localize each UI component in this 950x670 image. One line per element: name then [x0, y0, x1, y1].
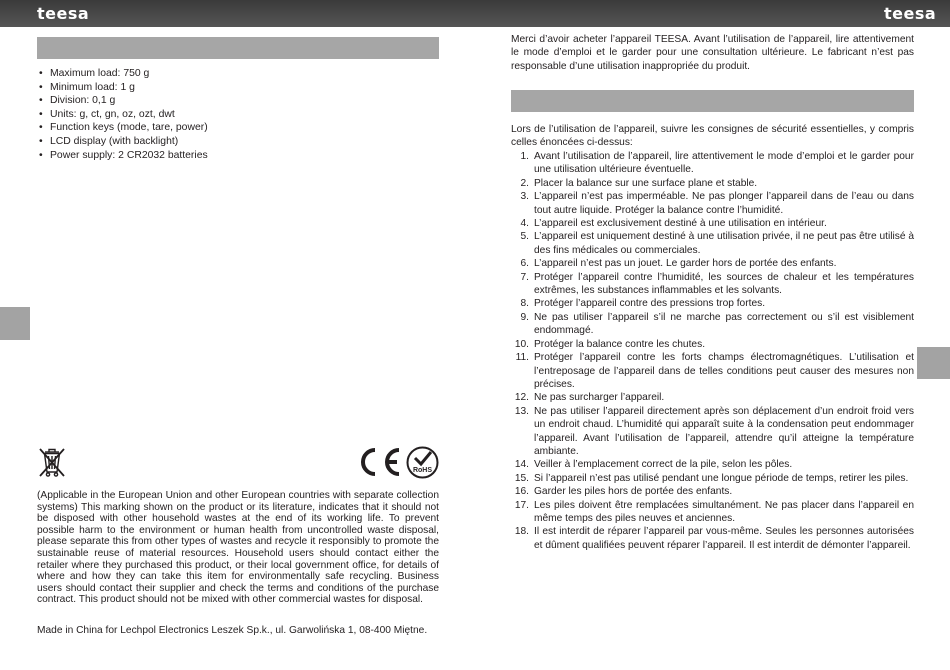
list-item-text: L’appareil n’est pas un jouet. Le garder hors de portée des enfants. — [534, 258, 837, 270]
list-item-text: Protéger la balance contre les chutes. — [534, 338, 706, 350]
list-item-number: 6. — [520, 258, 529, 270]
page-edge-tab-right — [917, 347, 950, 379]
list-item — [511, 271, 914, 298]
list-item-number: 5. — [520, 231, 529, 243]
spec-item: • LCD display (with backlight) — [37, 135, 437, 149]
list-item-text: Protéger l’appareil contre des pressions trop fortes. — [534, 298, 766, 310]
list-item — [511, 257, 914, 270]
spec-item: • Maximum load: 750 g — [37, 67, 437, 81]
list-item — [511, 150, 914, 177]
brand-logo-left: teesa — [37, 4, 90, 23]
list-item-text: Si l’appareil n’est pas utilisé pendant une longue période de temps, retirer les piles. — [534, 472, 909, 484]
list-item-number: 12. — [514, 392, 529, 404]
list-item — [511, 458, 914, 471]
spec-item: • Function keys (mode, tare, power) — [37, 121, 437, 135]
list-item-number: 18. — [514, 526, 529, 538]
list-item-text: Il est interdit de réparer l’appareil par vous-même. Seules les personnes autorisées et dûment qualifiées peuvent réparer l’appareil. Il est interdit de démonter l’appareil. — [534, 526, 914, 551]
list-item-number: 8. — [520, 298, 529, 310]
list-item — [511, 190, 914, 217]
intro-paragraph: Merci d’avoir acheter l’appareil TEESA. Avant l’utilisation de l’appareil, lire attentivement le mode d’emploi et le garder pour une consultation ultérieure. Le fabricant n’est pas responsable d’une utilisation inappropriée du produit. — [511, 34, 914, 72]
section-heading-bar-safety — [511, 90, 914, 112]
list-item-number: 1. — [520, 151, 529, 162]
list-item-text: Protéger l’appareil contre l’humidité, les sources de chaleur et les températures extrêmes, les substances inflammables et les solvants. — [534, 271, 914, 297]
safety-instructions-list — [511, 150, 914, 552]
list-item-text: Les piles doivent être remplacées simultanément. Ne pas placer dans l’appareil en même temps des piles neuves et anciennes. — [534, 499, 914, 524]
spec-item: • Power supply: 2 CR2032 batteries — [37, 149, 437, 163]
list-item — [511, 311, 914, 338]
weee-disposal-text: (Applicable in the European Union and other European countries with separate collection systems) This marking shown on the product or its literature, indicates that it should not be disposed with other household wastes at the end of its working life. To prevent possible harm to the environment or human health from uncontrolled waste disposal, please separate this from other types of wastes and recycle it responsibly to promote the sustainable reuse of material resources. Household users should contact either the retailer where they purchased this product, or their local government office, for details of where and how they can take this item for environmentally safe recycling. Business users should contact their supplier and check the terms and conditions of the purchase contract. This product should not be mixed with other commercial wastes for disposal. — [37, 490, 439, 606]
specifications-list — [37, 67, 437, 162]
list-item-number: 2. — [520, 177, 529, 189]
list-item-text: Avant l’utilisation de l’appareil, lire attentivement le mode d’emploi et le garder pour une utilisation ultérieure éventuelle. — [534, 151, 914, 176]
list-item-text: Placer la balance sur une surface plane et stable. — [534, 177, 758, 189]
list-item — [511, 230, 914, 257]
list-item-text: Ne pas utiliser l’appareil s’il ne marche pas correctement ou s’il est visiblement endommagé. — [534, 311, 914, 337]
list-item — [511, 391, 914, 404]
section-heading-bar-specs — [37, 37, 439, 59]
list-item-number: 9. — [520, 311, 529, 323]
spec-item: • Division: 0,1 g — [37, 94, 437, 108]
weee-bin-icon — [37, 446, 67, 478]
list-item-number: 4. — [520, 218, 529, 230]
brand-logo-right: teesa — [884, 4, 937, 23]
list-item-text: Veiller à l’emplacement correct de la pile, selon les pôles. — [534, 459, 793, 471]
list-item-text: Ne pas utiliser l’appareil directement après son déplacement d’un endroit froid vers un endroit chaud. L’humidité qui apparaît suite à la condensation peut endommager l’appareil. Avant l’utilisation de l’appareil, attendre qu’il atteigne la température ambiante. — [534, 405, 914, 457]
list-item — [511, 217, 914, 230]
list-item-text: L’appareil n’est pas imperméable. Ne pas plonger l’appareil dans de l’eau ou dans tout autre liquide. Protéger la balance contre l’humidité. — [534, 191, 914, 216]
ce-mark-icon — [355, 446, 403, 478]
list-item-number: 11. — [515, 352, 529, 364]
list-item — [511, 499, 914, 526]
list-item-number: 13. — [514, 405, 529, 417]
list-item — [511, 472, 914, 485]
rohs-label: RoHS — [412, 467, 433, 474]
list-item-number: 16. — [514, 486, 529, 498]
list-item — [511, 338, 914, 351]
list-item-number: 17. — [514, 499, 529, 511]
list-item-number: 14. — [514, 459, 529, 471]
list-item-text: Garder les piles hors de portée des enfants. — [534, 486, 733, 498]
header-bar — [0, 0, 950, 27]
list-item-text: L’appareil est exclusivement destiné à une utilisation en intérieur. — [534, 218, 827, 230]
list-item-number: 10. — [514, 338, 529, 350]
list-item-text: Protéger l’appareil contre les forts champs électromagnétiques. L’utilisation et l’entreposage de l’appareil dans de telles conditions peut causer des mesures non précises. — [534, 352, 914, 390]
spec-item: • Minimum load: 1 g — [37, 81, 437, 95]
list-item-number: 3. — [520, 191, 529, 203]
list-item — [511, 405, 914, 459]
list-item — [511, 177, 914, 190]
rohs-icon — [406, 446, 439, 479]
list-item-text: Ne pas surcharger l’appareil. — [534, 392, 665, 404]
safety-lead-paragraph: Lors de l’utilisation de l’appareil, suivre les consignes de sécurité essentielles, y compris celles énoncées ci-dessus: — [511, 124, 914, 149]
manufacturer-info: Made in China for Lechpol Electronics Leszek Sp.k., ul. Garwolińska 1, 08-400 Miętne. — [37, 625, 428, 636]
list-item — [511, 485, 914, 498]
page-edge-tab-left — [0, 307, 30, 340]
list-item-number: 7. — [520, 271, 529, 283]
list-item-number: 15. — [514, 472, 529, 484]
list-item — [511, 297, 914, 310]
spec-item: • Units: g, ct, gn, oz, ozt, dwt — [37, 108, 437, 122]
list-item-text: L’appareil est uniquement destiné à une utilisation privée, il ne peut pas être utilisé à des fins médicales ou commerciales. — [534, 231, 915, 256]
list-item — [511, 351, 914, 391]
list-item — [511, 525, 914, 552]
